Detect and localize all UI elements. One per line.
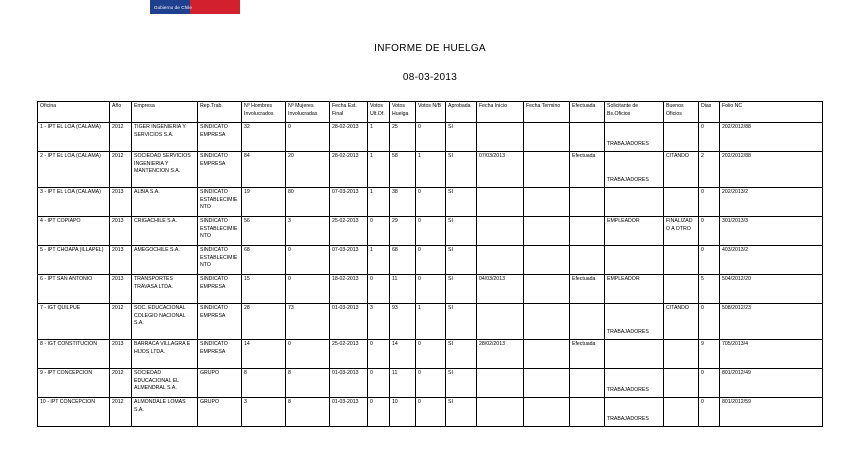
table-row: [38, 152, 823, 188]
table-row: [38, 188, 823, 217]
buenos-oficios-cell: CITANDO: [664, 152, 699, 188]
column-header: Votos Huelga: [390, 102, 416, 123]
fecha-inicio-cell: 07/03/2013: [477, 152, 524, 188]
dias-cell: 2: [699, 152, 720, 188]
votos-huelga-cell: 38: [390, 188, 416, 217]
rep-trab-cell: SINDICATO EMPRESA: [198, 340, 242, 369]
table-row: [38, 340, 823, 369]
mujeres-cell: 73: [286, 304, 330, 340]
fecha-inicio-cell: [477, 123, 524, 152]
anio-cell: 2013: [110, 188, 132, 217]
votos-ult-cell: 1: [368, 152, 390, 188]
folio-cell: 504/2012/20: [720, 275, 823, 304]
solicitante-cell: [605, 246, 664, 275]
folio-cell: 301/2013/3: [720, 217, 823, 246]
table-row: [38, 398, 823, 427]
folio-cell: 202/2013/2: [720, 188, 823, 217]
dias-cell: 0: [699, 304, 720, 340]
fecha-inicio-cell: [477, 217, 524, 246]
fecha-termino-cell: [524, 152, 570, 188]
column-header: Solicitante de Bs.Oficios: [605, 102, 664, 123]
logo-caption: Gobierno de Chile: [154, 5, 192, 10]
folio-cell: 801/2012/59: [720, 398, 823, 427]
strike-report-table: [37, 101, 823, 427]
dias-cell: 0: [699, 246, 720, 275]
solicitante-value: TRABAJADORES: [607, 141, 649, 148]
table-row: [38, 217, 823, 246]
solicitante-cell: [605, 123, 664, 152]
rep-trab-cell: SINDICATO EMPRESA: [198, 304, 242, 340]
folio-cell: 202/2012/88: [720, 152, 823, 188]
anio-cell: 2012: [110, 152, 132, 188]
oficina-cell: 2 - IPT EL LOA (CALAMA): [38, 152, 110, 188]
votos-huelga-cell: 68: [390, 246, 416, 275]
solicitante-value: EMPLEADOR: [607, 276, 640, 282]
mujeres-cell: 0: [286, 123, 330, 152]
votos-huelga-cell: 11: [390, 275, 416, 304]
solicitante-cell: [605, 304, 664, 340]
hombres-cell: 84: [242, 152, 286, 188]
anio-cell: 2012: [110, 398, 132, 427]
table-header: [38, 102, 823, 123]
rep-trab-cell: SINDICATO ESTABLECIMIENTO: [198, 246, 242, 275]
votos-ult-cell: 1: [368, 246, 390, 275]
empresa-cell: CRIGACHILE S.A.: [132, 217, 198, 246]
fecha-termino-cell: [524, 246, 570, 275]
votos-ult-cell: 1: [368, 188, 390, 217]
fecha-termino-cell: [524, 398, 570, 427]
anio-cell: 2013: [110, 246, 132, 275]
solicitante-cell: [605, 188, 664, 217]
fecha-est-cell: 01-03-2013: [330, 369, 368, 398]
empresa-cell: TIGER INGENIERIA Y SERVICIOS S.A.: [132, 123, 198, 152]
rep-trab-cell: SINDICATO EMPRESA: [198, 123, 242, 152]
empresa-cell: TRANSPORTES TRAVASA LTDA.: [132, 275, 198, 304]
mujeres-cell: 3: [286, 217, 330, 246]
anio-cell: 2013: [110, 217, 132, 246]
votos-nb-cell: 1: [416, 152, 446, 188]
buenos-oficios-cell: [664, 123, 699, 152]
anio-cell: 2013: [110, 275, 132, 304]
folio-cell: 403/2013/2: [720, 246, 823, 275]
rep-trab-cell: GRUPO: [198, 398, 242, 427]
votos-ult-cell: 0: [368, 340, 390, 369]
anio-cell: 2013: [110, 340, 132, 369]
buenos-oficios-cell: FINALIZADO A OTRO: [664, 217, 699, 246]
fecha-inicio-cell: [477, 398, 524, 427]
empresa-cell: AMEGOCHILE S.A.: [132, 246, 198, 275]
votos-huelga-cell: 93: [390, 304, 416, 340]
aprobada-cell: SI: [446, 217, 477, 246]
votos-huelga-cell: 25: [390, 123, 416, 152]
fecha-termino-cell: [524, 123, 570, 152]
fecha-est-cell: 01-03-2013: [330, 398, 368, 427]
votos-ult-cell: 0: [368, 369, 390, 398]
votos-huelga-cell: 58: [390, 152, 416, 188]
anio-cell: 2012: [110, 123, 132, 152]
fecha-termino-cell: [524, 217, 570, 246]
votos-huelga-cell: 14: [390, 340, 416, 369]
dias-cell: 0: [699, 123, 720, 152]
votos-nb-cell: 0: [416, 217, 446, 246]
aprobada-cell: SI: [446, 304, 477, 340]
mujeres-cell: 0: [286, 246, 330, 275]
mujeres-cell: 8: [286, 369, 330, 398]
folio-cell: 705/2013/4: [720, 340, 823, 369]
oficina-cell: 1 - IPT EL LOA (CALAMA): [38, 123, 110, 152]
column-header: Efectuada: [570, 102, 605, 123]
hombres-cell: 68: [242, 246, 286, 275]
table-row: [38, 123, 823, 152]
aprobada-cell: SI: [446, 152, 477, 188]
solicitante-cell: [605, 152, 664, 188]
aprobada-cell: SI: [446, 369, 477, 398]
empresa-cell: SOCIEDAD SERVICIOS INGENIERIA Y MANTENCION S.A.: [132, 152, 198, 188]
header-row: [38, 102, 823, 123]
votos-nb-cell: 0: [416, 369, 446, 398]
gobierno-logo: [150, 0, 240, 14]
mujeres-cell: 0: [286, 275, 330, 304]
table-row: [38, 275, 823, 304]
empresa-cell: SOCIEDAD EDUCACIONAL EL ALMENDRAL S.A.: [132, 369, 198, 398]
fecha-inicio-cell: 04/03/2013: [477, 275, 524, 304]
oficina-cell: 7 - IGT QUILPUE: [38, 304, 110, 340]
votos-nb-cell: 0: [416, 275, 446, 304]
folio-cell: 508/2012/23: [720, 304, 823, 340]
oficina-cell: 6 - IPT SAN ANTONIO: [38, 275, 110, 304]
logo-red-block: [190, 0, 240, 14]
fecha-inicio-cell: [477, 304, 524, 340]
solicitante-value: TRABAJADORES: [607, 416, 649, 423]
table-row: [38, 246, 823, 275]
solicitante-cell: [605, 275, 664, 304]
fecha-termino-cell: [524, 188, 570, 217]
empresa-cell: SOC. EDUCACIONAL COLEGIO NACIONAL S.A.: [132, 304, 198, 340]
votos-nb-cell: 0: [416, 340, 446, 369]
anio-cell: 2012: [110, 304, 132, 340]
votos-huelga-cell: 29: [390, 217, 416, 246]
fecha-est-cell: 07-03-2013: [330, 188, 368, 217]
mujeres-cell: 20: [286, 152, 330, 188]
votos-ult-cell: 3: [368, 304, 390, 340]
folio-cell: 801/2012/49: [720, 369, 823, 398]
buenos-oficios-cell: [664, 275, 699, 304]
aprobada-cell: SI: [446, 188, 477, 217]
column-header: Votos N/B: [416, 102, 446, 123]
efectuada-cell: Efectuada: [570, 340, 605, 369]
hombres-cell: 3: [242, 398, 286, 427]
fecha-est-cell: 28-02-2013: [330, 123, 368, 152]
fecha-est-cell: 25-02-2013: [330, 217, 368, 246]
solicitante-cell: [605, 217, 664, 246]
dias-cell: 0: [699, 398, 720, 427]
table-row: [38, 369, 823, 398]
oficina-cell: 10 - IPT CONCEPCION: [38, 398, 110, 427]
efectuada-cell: [570, 246, 605, 275]
hombres-cell: 15: [242, 275, 286, 304]
buenos-oficios-cell: [664, 340, 699, 369]
votos-ult-cell: 0: [368, 217, 390, 246]
fecha-inicio-cell: [477, 188, 524, 217]
mujeres-cell: 8: [286, 398, 330, 427]
hombres-cell: 32: [242, 123, 286, 152]
votos-ult-cell: 0: [368, 398, 390, 427]
column-header: Rep.Trab.: [198, 102, 242, 123]
fecha-est-cell: 07-03-2013: [330, 246, 368, 275]
fecha-termino-cell: [524, 304, 570, 340]
solicitante-cell: [605, 369, 664, 398]
efectuada-cell: Efectuada: [570, 152, 605, 188]
fecha-inicio-cell: [477, 246, 524, 275]
votos-ult-cell: 0: [368, 275, 390, 304]
dias-cell: 5: [699, 275, 720, 304]
solicitante-value: TRABAJADORES: [607, 329, 649, 336]
votos-ult-cell: 1: [368, 123, 390, 152]
efectuada-cell: [570, 123, 605, 152]
column-header: Fecha Est. Final: [330, 102, 368, 123]
efectuada-cell: [570, 217, 605, 246]
fecha-termino-cell: [524, 340, 570, 369]
votos-huelga-cell: 10: [390, 398, 416, 427]
hombres-cell: 8: [242, 369, 286, 398]
rep-trab-cell: SINDICATO ESTABLECIMIENTO: [198, 188, 242, 217]
column-header: Año: [110, 102, 132, 123]
column-header: Folio NC: [720, 102, 823, 123]
aprobada-cell: SI: [446, 275, 477, 304]
report-title: INFORME DE HUELGA: [374, 43, 486, 54]
hombres-cell: 28: [242, 304, 286, 340]
buenos-oficios-cell: [664, 188, 699, 217]
hombres-cell: 56: [242, 217, 286, 246]
fecha-est-cell: 01-03-2013: [330, 304, 368, 340]
mujeres-cell: 80: [286, 188, 330, 217]
buenos-oficios-cell: [664, 369, 699, 398]
hombres-cell: 14: [242, 340, 286, 369]
solicitante-value: TRABAJADORES: [607, 387, 649, 394]
fecha-termino-cell: [524, 275, 570, 304]
hombres-cell: 19: [242, 188, 286, 217]
oficina-cell: 4 - IPT COPIAPO: [38, 217, 110, 246]
fecha-est-cell: 25-02-2013: [330, 340, 368, 369]
column-header: Votos Ult.Of.: [368, 102, 390, 123]
rep-trab-cell: SINDICATO EMPRESA: [198, 275, 242, 304]
buenos-oficios-cell: CITANDO: [664, 304, 699, 340]
solicitante-cell: [605, 340, 664, 369]
empresa-cell: ALMONDALE LOMAS S.A.: [132, 398, 198, 427]
aprobada-cell: SI: [446, 340, 477, 369]
efectuada-cell: [570, 398, 605, 427]
column-header: Buenos Oficios: [664, 102, 699, 123]
aprobada-cell: SI: [446, 123, 477, 152]
column-header: Oficina: [38, 102, 110, 123]
votos-nb-cell: 0: [416, 246, 446, 275]
table-row: [38, 304, 823, 340]
rep-trab-cell: GRUPO: [198, 369, 242, 398]
column-header: Nº Mujeres Involucradas: [286, 102, 330, 123]
oficina-cell: 3 - IPT EL LOA (CALAMA): [38, 188, 110, 217]
report-date: 08-03-2013: [402, 72, 458, 83]
mujeres-cell: 0: [286, 340, 330, 369]
column-header: Fecha Termino: [524, 102, 570, 123]
fecha-est-cell: 18-02-2013: [330, 275, 368, 304]
table-body: [38, 123, 823, 427]
solicitante-value: TRABAJADORES: [607, 177, 649, 184]
empresa-cell: BARRACA VILLAGRA E HIJOS LTDA.: [132, 340, 198, 369]
solicitante-cell: [605, 398, 664, 427]
fecha-est-cell: 28-02-2013: [330, 152, 368, 188]
empresa-cell: ALBIA S.A.: [132, 188, 198, 217]
solicitante-value: EMPLEADOR: [607, 218, 640, 224]
votos-nb-cell: 0: [416, 398, 446, 427]
anio-cell: 2012: [110, 369, 132, 398]
column-header: Empresa: [132, 102, 198, 123]
rep-trab-cell: SINDICATO ESTABLECIMIENTO: [198, 217, 242, 246]
column-header: Nº Hombres Involucrados: [242, 102, 286, 123]
fecha-termino-cell: [524, 369, 570, 398]
efectuada-cell: [570, 304, 605, 340]
efectuada-cell: [570, 188, 605, 217]
dias-cell: 0: [699, 217, 720, 246]
votos-nb-cell: 1: [416, 304, 446, 340]
fecha-inicio-cell: 28/02/2013: [477, 340, 524, 369]
oficina-cell: 9 - IPT CONCEPCION: [38, 369, 110, 398]
aprobada-cell: SI: [446, 398, 477, 427]
column-header: Aprobada: [446, 102, 477, 123]
votos-nb-cell: 0: [416, 123, 446, 152]
column-header: Fecha Inicio: [477, 102, 524, 123]
dias-cell: 9: [699, 340, 720, 369]
dias-cell: 0: [699, 369, 720, 398]
dias-cell: 0: [699, 188, 720, 217]
folio-cell: 202/2012/88: [720, 123, 823, 152]
efectuada-cell: Efectuada: [570, 275, 605, 304]
fecha-inicio-cell: [477, 369, 524, 398]
buenos-oficios-cell: [664, 398, 699, 427]
efectuada-cell: [570, 369, 605, 398]
votos-huelga-cell: 11: [390, 369, 416, 398]
oficina-cell: 8 - IGT CONSTITUCION: [38, 340, 110, 369]
aprobada-cell: SI: [446, 246, 477, 275]
rep-trab-cell: SINDICATO EMPRESA: [198, 152, 242, 188]
votos-nb-cell: 0: [416, 188, 446, 217]
buenos-oficios-cell: [664, 246, 699, 275]
column-header: Dias: [699, 102, 720, 123]
oficina-cell: 5 - IPT CHOAPA (ILLAPEL): [38, 246, 110, 275]
